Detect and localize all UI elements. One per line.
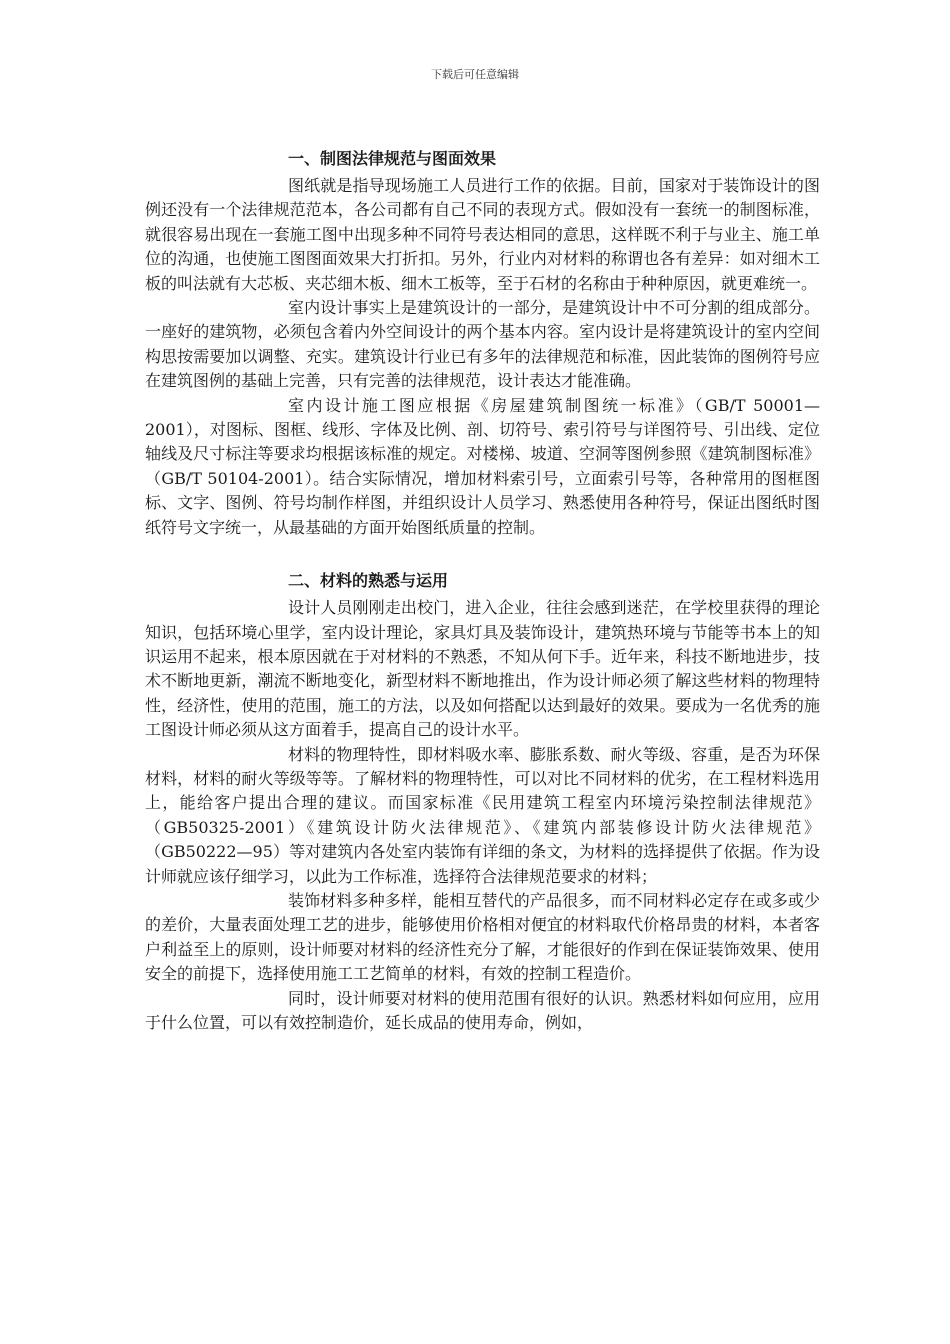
paragraph: 室内设计施工图应根据《房屋建筑制图统一标准》（GB/T 50001—2001），对图标、图框、线形、字体及比例、剖、切符号、索引符号与详图符号、引出线、定位轴线及尺寸标注等要求均根据该标准的规定。对楼梯、坡道、空洞等图例参照《建筑制图标准》（GB/T 50104-2001）。结合实际情况，增加材料索引号，立面索引号等，各种常用的图框图标、文字、图例、符号均制作样图，并组织设计人员学习、熟悉使用各种符号，保证出图纸时图纸符号文字统一，从最基础的方面开始图纸质量的控制。 [145,395,820,537]
page-header: 下载后可任意编辑 [431,68,519,81]
paragraph: 同时，设计师要对材料的使用范围有很好的认识。熟悉材料如何应用，应用于什么位置，可以有效控制造价，延长成品的使用寿命，例如， [145,988,820,1032]
section-heading: 二、材料的熟悉与运用 [288,571,449,591]
paragraph: 室内设计事实上是建筑设计的一部分，是建筑设计中不可分割的组成部分。一座好的建筑物，必须包含着内外空间设计的两个基本内容。室内设计是将建筑设计的室内空间构思按需要加以调整、充实。建筑设计行业已有多年的法律规范和标准，因此装饰的图例符号应在建筑图例的基础上完善，只有完善的法律规范，设计表达才能准确。 [145,298,820,391]
paragraph: 材料的物理特性，即材料吸水率、膨胀系数、耐火等级、容重，是否为环保材料，材料的耐火等级等等。了解材料的物理特性，可以对比不同材料的优劣，在工程材料选用上，能给客户提出合理的建议。而国家标准《民用建筑工程室内环境污染控制法律规范》（GB50325-2001）《建筑设计防火法律规范》、《建筑内部装修设计防火法律规范》（GB50222—95）等对建筑内各处室内装饰有详细的条文，为材料的选择提供了依据。作为设计师就应该仔细学习，以此为工作标准，选择符合法律规范要求的材料； [145,744,820,886]
paragraph: 设计人员刚刚走出校门，进入企业，往往会感到迷茫，在学校里获得的理论知识，包括环境心里学，室内设计理论，家具灯具及装饰设计，建筑热环境与节能等书本上的知识运用不起来，根本原因就在于对材料的不熟悉，不知从何下手。近年来，科技不断地进步，技术不断地更新，潮流不断地变化，新型材料不断地推出，作为设计师必须了解这些材料的物理特性，经济性，使用的范围，施工的方法，以及如何搭配以达到最好的效果。要成为一名优秀的施工图设计师必须从这方面着手，提高自己的设计水平。 [145,598,820,740]
section-heading: 一、制图法律规范与图面效果 [288,149,497,168]
paragraph: 装饰材料多种多样，能相互替代的产品很多，而不同材料必定存在或多或少的差价，大量表面处理工艺的进步，能够使用价格相对便宜的材料取代价格昂贵的材料，本者客户利益至上的原则，设计师要对材料的经济性充分了解，才能很好的作到在保证装饰效果、使用安全的前提下，选择使用施工工艺简单的材料，有效的控制工程造价。 [145,890,820,984]
document-body [145,144,820,1035]
paragraph: 图纸就是指导现场施工人员进行工作的依据。目前，国家对于装饰设计的图例还没有一个法律规范范本，各公司都有自己不同的表现方式。假如没有一套统一的制图标准，就很容易出现在一套施工图中出现多种不同符号表达相同的意思，这样既不利于与业主、施工单位的沟通，也使施工图图面效果大打折扣。另外，行业内对材料的称谓也各有差异：如对细木工板的叫法就有大芯板、夹芯细木板、细木工板等，至于石材的名称由于种种原因，就更难统一。 [145,176,820,293]
